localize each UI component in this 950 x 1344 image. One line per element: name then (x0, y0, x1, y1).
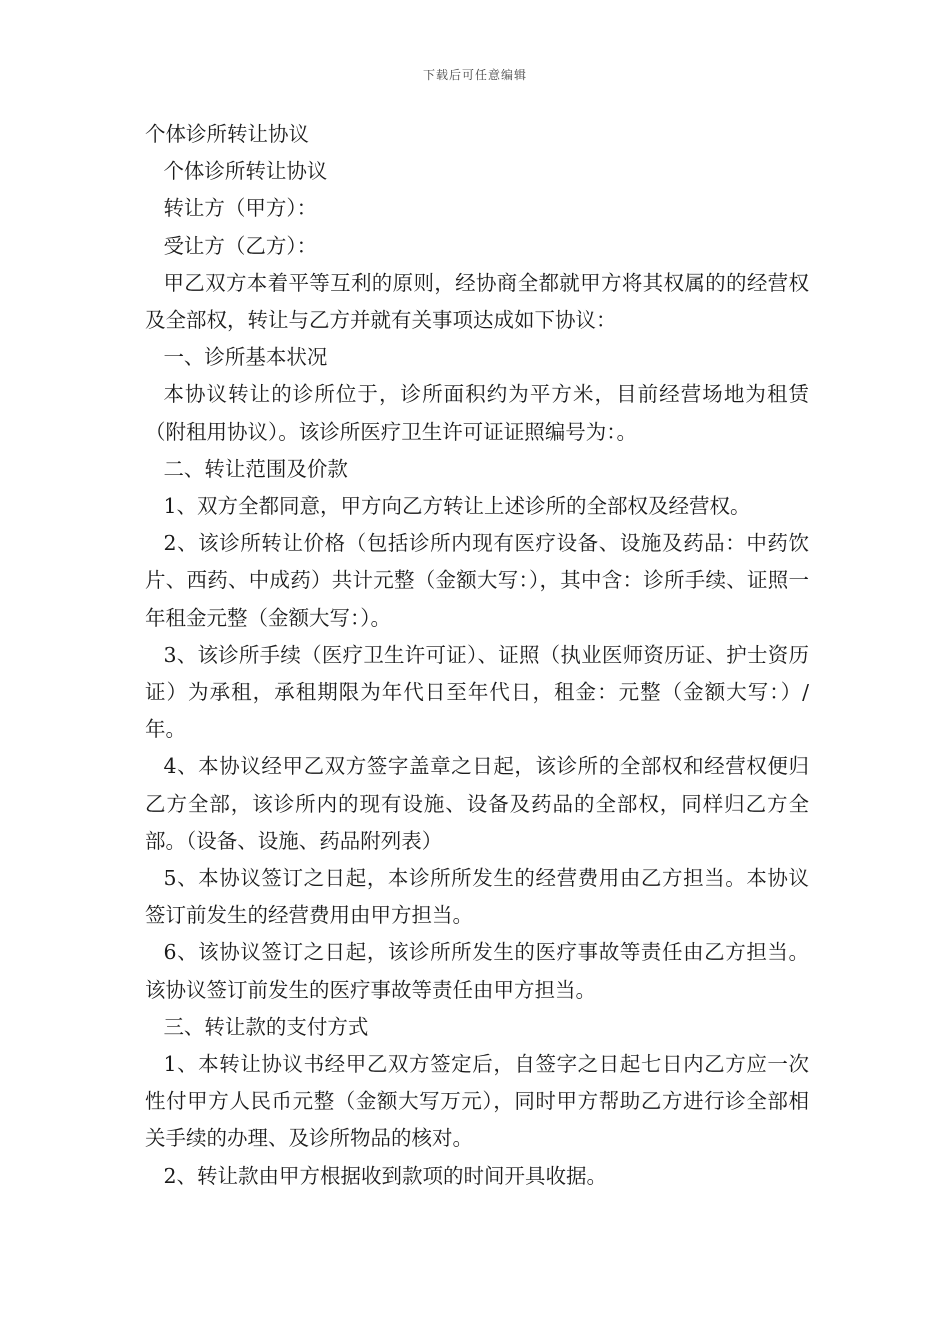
section-2-item-6: 6、该协议签订之日起，该诊所所发生的医疗事故等责任由乙方担当。该协议签订前发生的医疗事故等责任由甲方担当。 (145, 940, 809, 1002)
section-2-heading: 二、转让范围及价款 (163, 456, 348, 481)
document-subtitle: 个体诊所转让协议 (163, 159, 328, 184)
section-2-item-1: 1、双方全都同意，甲方向乙方转让上述诊所的全部权及经营权。 (163, 494, 751, 519)
section-3-item-1: 1、本转让协议书经甲乙双方签定后，自签字之日起七日内乙方应一次性付甲方人民币元整（金额大写万元），同时甲方帮助乙方进行诊全部相关手续的办理、及诊所物品的核对。 (145, 1052, 809, 1151)
document-title: 个体诊所转让协议 (145, 122, 309, 146)
section-2-item-3: 3、该诊所手续（医疗卫生许可证）、证照（执业医师资历证、护士资历证）为承租，承租期限为年代日至年代日，租金：元整（金额大写：）/年。 (145, 642, 809, 742)
party-a-line: 转让方（甲方）： (163, 196, 318, 221)
section-1-body: 本协议转让的诊所位于，诊所面积约为平方米，目前经营场地为租赁（附租用协议）。该诊所医疗卫生许可证证照编号为：。 (145, 382, 809, 444)
section-2-item-4: 4、本协议经甲乙双方签字盖章之日起，该诊所的全部权和经营权便归乙方全部，该诊所内的现有设施、设备及药品的全部权，同样归乙方全部。（设备、设施、药品附列表） (145, 754, 809, 853)
document-body (145, 116, 809, 1195)
party-b-line: 受让方（乙方）： (163, 233, 318, 258)
intro-paragraph: 甲乙双方本着平等互利的原则，经协商全都就甲方将其权属的的经营权及全部权，转让与乙方并就有关事项达成如下协议： (145, 270, 809, 333)
section-3-heading: 三、转让款的支付方式 (163, 1014, 369, 1039)
section-2-item-5: 5、本协议签订之日起，本诊所所发生的经营费用由乙方担当。本协议签订前发生的经营费用由甲方担当。 (145, 866, 809, 928)
page-header: 下载后可任意编辑 (422, 68, 527, 82)
section-3-item-2: 2、转让款由甲方根据收到款项的时间开具收据。 (163, 1163, 607, 1188)
section-2-item-2: 2、该诊所转让价格（包括诊所内现有医疗设备、设施及药品：中药饮片、西药、中成药）共计元整（金额大写：），其中含：诊所手续、证照一年租金元整（金额大写：）。 (145, 531, 809, 630)
section-1-heading: 一、诊所基本状况 (163, 345, 328, 370)
